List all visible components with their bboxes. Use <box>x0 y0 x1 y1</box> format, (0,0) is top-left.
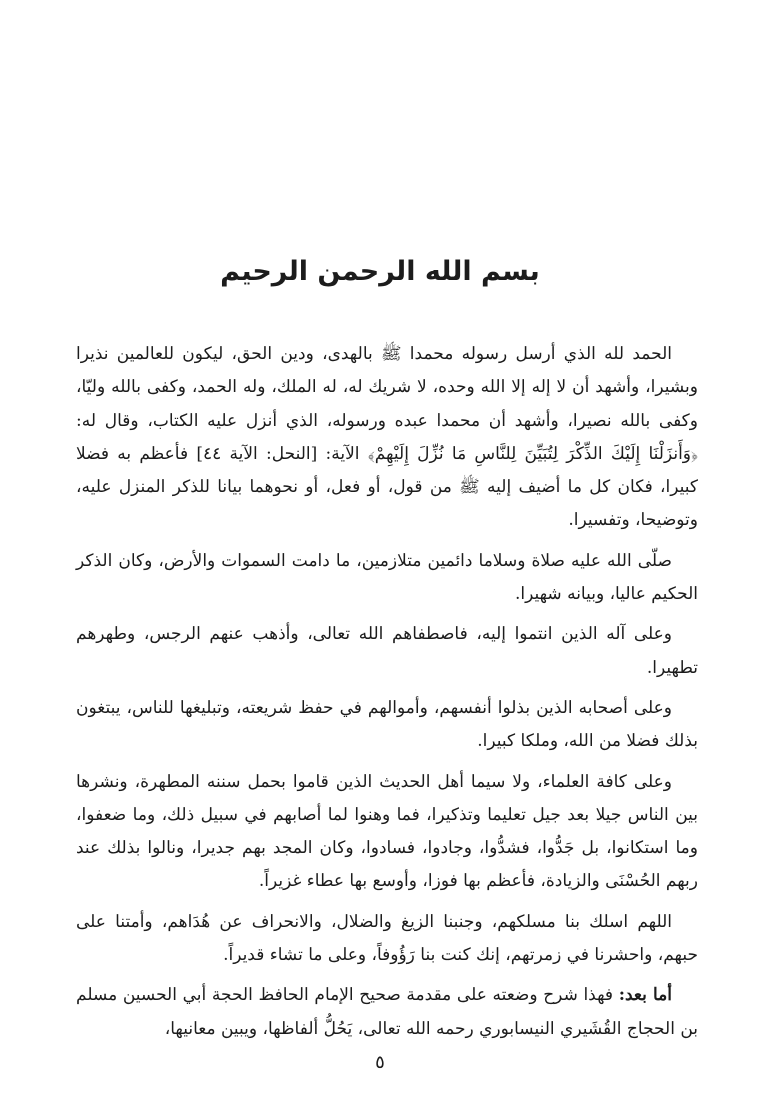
paragraph-family: وعلى آله الذين انتموا إليه، فاصطفاهم الله تعالى، وأذهب عنهم الرجس، وطهرهم تطهيرا. <box>76 624 698 678</box>
page-number: ٥ <box>375 1052 385 1073</box>
paragraph-praise: الحمد لله الذي أرسل رسوله محمدا ﷺ بالهدى، ودين الحق، ليكون للعالمين نذيرا وبشيرا، وأشهد أن لا إله إلا الله وحده، لا شريك له، له الملك، وله الحمد، وكفى بالله وليّا، وكفى بالله نصيرا، وأشهد أن محمدا عبده ورسوله، الذي أنزل عليه الكتاب، وقال له: ﴿وَأَنزَلْنَا إِلَيْكَ الذِّكْرَ لِتُبَيِّنَ لِلنَّاسِ مَا نُزِّلَ إِلَيْهِمْ﴾ الآية: [النحل: الآية ٤٤] فأعظم به فضلا كبيرا، فكان كل ما أضيف إليه ﷺ من قول، أو فعل، أو نحوهما بيانا للذكر المنزل عليه، وتوضيحا، وتفسيرا. <box>76 344 698 531</box>
paragraph-closing <box>76 979 698 1046</box>
page-body <box>76 338 698 1046</box>
paragraph-supplication: اللهم اسلك بنا مسلكهم، وجنبنا الزيغ والضلال، والانحراف عن هُدَاهم، وأمتنا على حبهم، واحشرنا في زمرتهم، إنك كنت بنا رَؤُوفاً، وعلى ما تشاء قديراً. <box>76 911 698 966</box>
paragraph-companions: وعلى أصحابه الذين بذلوا أنفسهم، وأموالهم في حفظ شريعته، وتبليغها للناس، يبتغون بذلك فضلا من الله، وملكا كبيرا. <box>76 697 698 752</box>
paragraph-salutation: صلّى الله عليه صلاة وسلاما دائمين متلازمين، ما دامت السموات والأرض، وكان الذكر الحكيم عاليا، وبيانه شهيرا. <box>76 550 698 605</box>
basmala-heading: بسم الله الرحمن الرحيم <box>220 256 540 287</box>
closing-text: فهذا شرح وضعته على مقدمة صحيح الإمام الحافظ الحجة أبي الحسين مسلم بن الحجاج القُشَيري النيسابوري رحمه الله تعالى، يَحُلُّ ألفاظها، ويبين معانيها، <box>76 985 698 1039</box>
paragraph-scholars: وعلى كافة العلماء، ولا سيما أهل الحديث الذين قاموا بحمل سننه المطهرة، ونشرها بين الناس جيلا بعد جيل تعليما وتذكيرا، فما وهنوا لما أصابهم في سبيل ذلك، وما ضعفوا، وما استكانوا، بل جَدُّوا، فشدُّوا، وجادوا، فسادوا، وكان المجد بهم جديرا، ونالوا بذلك عند ربهم الحُسْنَى والزيادة، فأعظم بها فوزا، وأوسع بها عطاء غزيراً. <box>76 771 698 892</box>
closing-lead: أما بعد: <box>618 985 672 1006</box>
